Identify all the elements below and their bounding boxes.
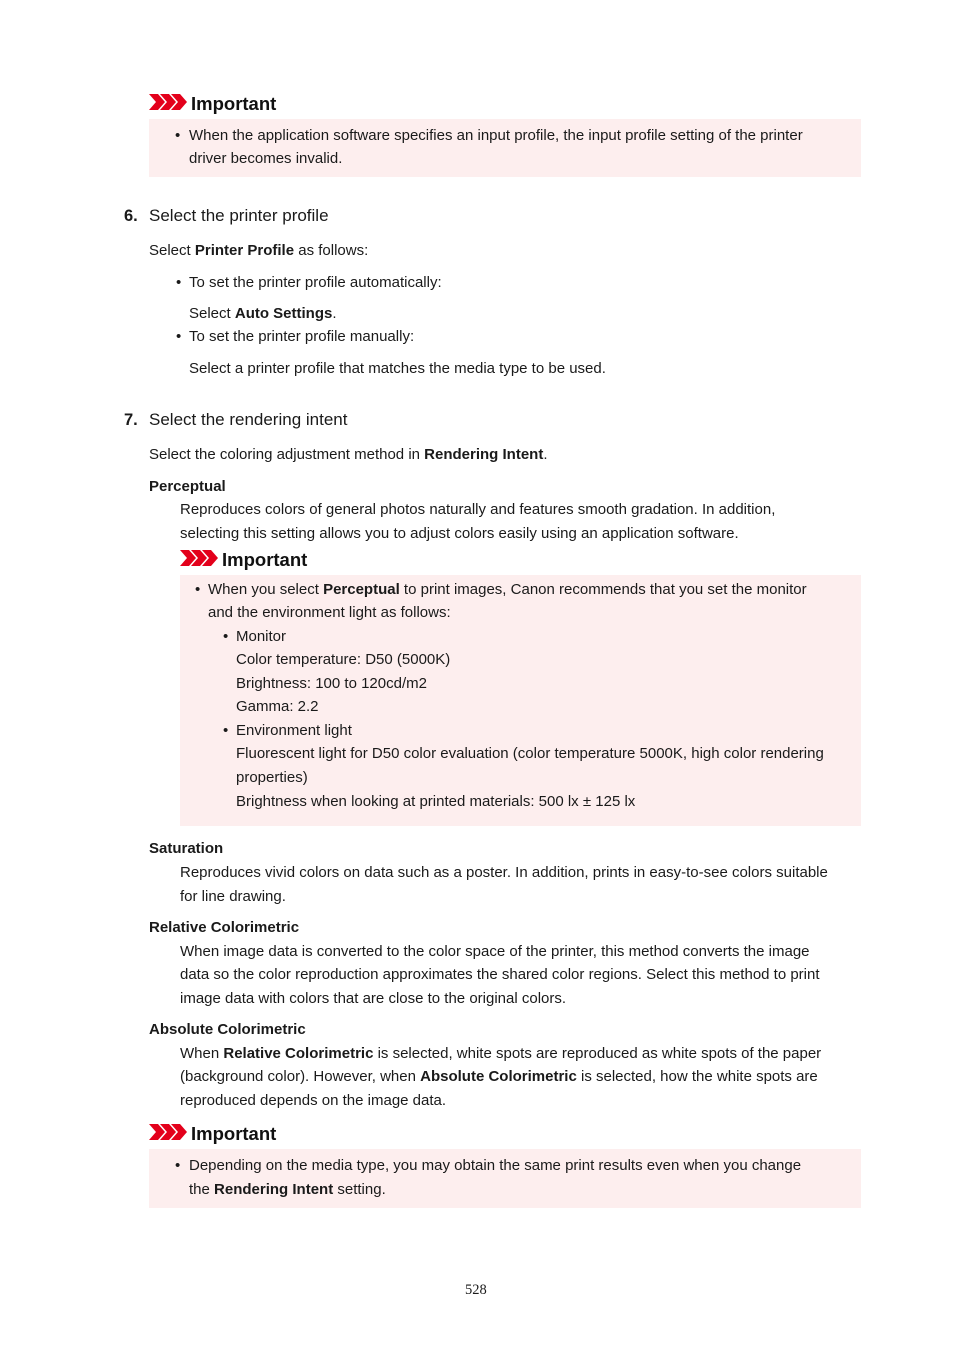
bullet: •	[223, 628, 229, 645]
important-label: Important	[191, 1123, 277, 1144]
step-intro: Select the coloring adjustment method in Rendering Intent.	[149, 446, 548, 463]
important-heading	[180, 548, 307, 572]
bullet: •	[176, 274, 182, 291]
bullet: •	[176, 328, 182, 345]
option-desc: Select a printer profile that matches the media type to be used.	[189, 360, 606, 377]
note-text: When you select Perceptual to print images, Canon recommends that you set the monitor	[208, 581, 807, 598]
bullet: •	[195, 581, 201, 598]
monitor-setting: Gamma: 2.2	[236, 698, 319, 715]
important-label: Important	[222, 549, 308, 570]
term-relative-colorimetric: Relative Colorimetric	[149, 919, 300, 936]
step-title: Select the printer profile	[149, 206, 329, 225]
important-heading	[149, 92, 276, 116]
term-saturation: Saturation	[149, 840, 224, 857]
important-note	[149, 1149, 861, 1208]
note-text: Depending on the media type, you may obtain the same print results even when you change	[189, 1157, 802, 1174]
term-desc: (background color). However, when Absolute Colorimetric is selected, how the white spots are	[180, 1068, 818, 1085]
env-light-setting: properties)	[236, 769, 308, 786]
term-desc: reproduced depends on the image data.	[180, 1092, 447, 1109]
important-chevron-icon	[149, 1123, 187, 1145]
important-note	[149, 119, 861, 177]
note-text: and the environment light as follows:	[208, 604, 451, 621]
term-desc: When image data is converted to the color space of the printer, this method converts the image	[180, 943, 810, 960]
step-title: Select the rendering intent	[149, 410, 348, 429]
option-desc: Select Auto Settings.	[189, 305, 337, 322]
option-label: To set the printer profile manually:	[189, 328, 415, 345]
term-desc: data so the color reproduction approximates the shared color regions. Select this method to print	[180, 966, 820, 983]
important-label: Important	[191, 93, 277, 114]
bullet: •	[223, 722, 229, 739]
term-perceptual: Perceptual	[149, 478, 226, 495]
important-heading	[149, 1122, 276, 1146]
term-desc: Reproduces vivid colors on data such as a poster. In addition, prints in easy-to-see colors suitable	[180, 864, 828, 881]
important-chevron-icon	[180, 549, 218, 571]
env-light-setting: Brightness when looking at printed materials: 500 lx ± 125 lx	[236, 793, 636, 810]
term-desc: When Relative Colorimetric is selected, white spots are reproduced as white spots of the paper	[180, 1045, 822, 1062]
env-light-setting: Fluorescent light for D50 color evaluation (color temperature 5000K, high color rendering	[236, 745, 824, 762]
bullet: •	[175, 1157, 181, 1174]
note-text: driver becomes invalid.	[189, 150, 343, 167]
term-absolute-colorimetric: Absolute Colorimetric	[149, 1021, 306, 1038]
option-label: To set the printer profile automatically:	[189, 274, 442, 291]
term-desc: image data with colors that are close to the original colors.	[180, 990, 567, 1007]
monitor-label: Monitor	[236, 628, 287, 645]
bullet: •	[175, 127, 181, 144]
note-text: the Rendering Intent setting.	[189, 1181, 386, 1198]
env-light-label: Environment light	[236, 722, 352, 739]
important-note	[180, 575, 861, 826]
important-chevron-icon	[149, 93, 187, 115]
note-text: When the application software specifies an input profile, the input profile setting of the printer	[189, 127, 803, 144]
monitor-setting: Brightness: 100 to 120cd/m2	[236, 675, 427, 692]
term-desc: Reproduces colors of general photos naturally and features smooth gradation. In addition,	[180, 501, 776, 518]
term-desc: selecting this setting allows you to adjust colors easily using an application software.	[180, 525, 739, 542]
step-number: 7.	[124, 411, 138, 429]
term-desc: for line drawing.	[180, 888, 286, 905]
monitor-setting: Color temperature: D50 (5000K)	[236, 651, 451, 668]
step-number: 6.	[124, 207, 138, 225]
page-number: 528	[465, 1282, 487, 1298]
step-intro: Select Printer Profile as follows:	[149, 242, 369, 259]
